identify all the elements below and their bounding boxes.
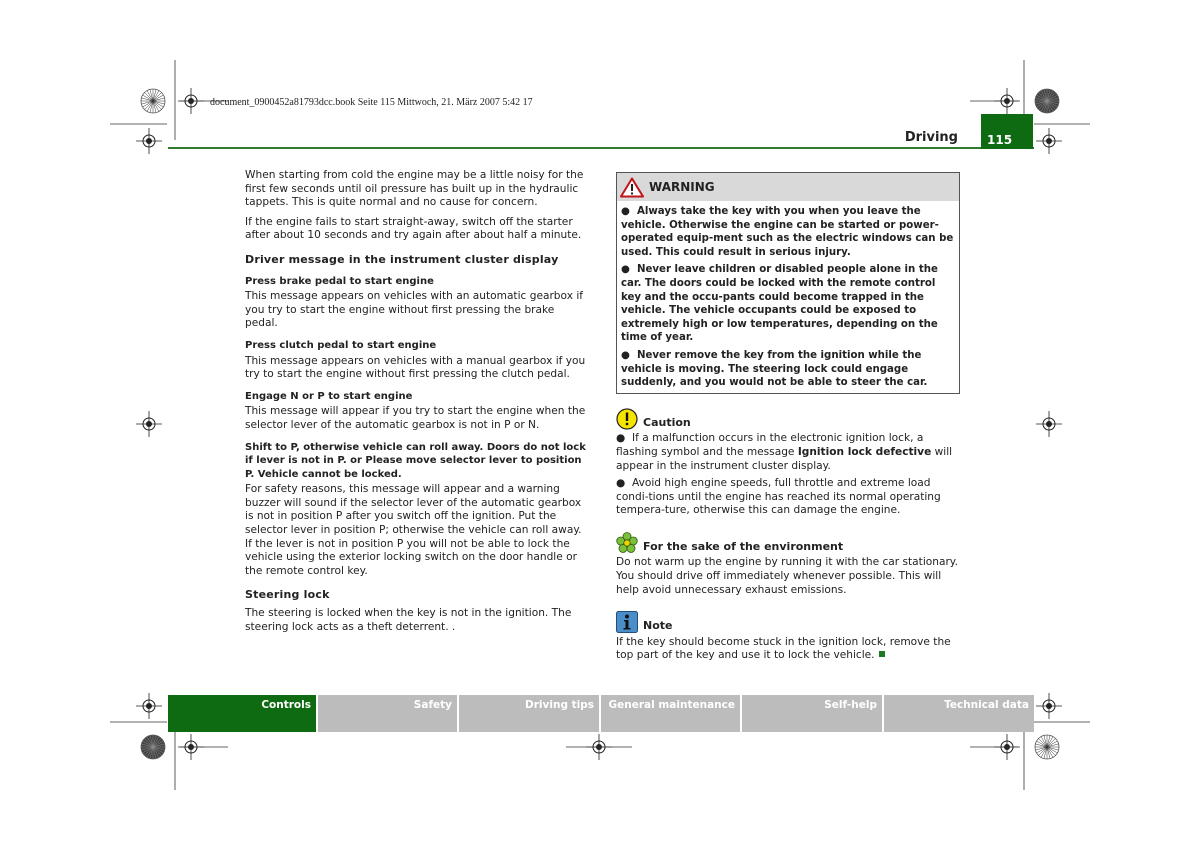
paragraph-shift: For safety reasons, this message will appear and a warning buzzer will sound if the selector lever of the automatic gearbox is not in position P after you switch off the ignition. Put the selector lever in position P; otherwise the vehicle can roll away. If the lever is not in position P you will not be able to lock the vehicle using the exterior locking switch on the door handle or the remote control key.: [245, 483, 582, 577]
note-section: [616, 611, 960, 663]
warning-item: ● Never leave children or disabled people alone in the car. The doors could be locked with the remote control key and the occu-pants could become trapped in the vehicle. The vehicle occupants could be exposed to extremely high or low temperatures, depending on the time of year.: [621, 264, 938, 344]
header-rule: [168, 147, 1034, 149]
note-title: Note: [643, 619, 673, 633]
tab-driving-tips[interactable]: Driving tips: [459, 695, 599, 732]
tab-safety[interactable]: Safety: [318, 695, 457, 732]
paragraph-steering: The steering is locked when the key is not in the ignition. The steering lock acts as a theft deterrent. .: [245, 607, 572, 633]
tab-controls[interactable]: Controls: [168, 695, 316, 732]
subheading-engage: Engage N or P to start engine: [245, 390, 413, 402]
environment-title: For the sake of the environment: [643, 539, 844, 553]
chapter-tabs: [168, 695, 1034, 732]
warning-title: WARNING: [649, 180, 715, 194]
subheading-shift: Shift to P, otherwise vehicle can roll away. Doors do not lock if lever is not in P. or Please move selector lever to position P. Vehicle cannot be locked.: [245, 441, 586, 480]
subheading-brake: Press brake pedal to start engine: [245, 275, 434, 287]
info-icon: [616, 611, 638, 638]
paragraph-cold-start: When starting from cold the engine may be a little noisy for the first few seconds until oil pressure has built up in the hydraulic tappets. This is quite normal and no cause for concern.: [245, 169, 584, 209]
heading-driver-message: Driver message in the instrument cluster display: [245, 252, 559, 266]
warning-body: [617, 202, 959, 393]
page-number: 115: [981, 114, 1033, 149]
environment-section: [616, 532, 960, 597]
environment-text: Do not warm up the engine by running it with the car stationary. You should drive off immediately whenever possible. This will help avoid unnecessary exhaust emissions.: [616, 556, 958, 596]
tab-general-maintenance[interactable]: General maintenance: [601, 695, 740, 732]
caution-title: Caution: [643, 415, 691, 429]
warning-header: [617, 173, 959, 202]
right-column: [616, 172, 960, 667]
note-text: If the key should become stuck in the ignition lock, remove the top part of the key and use it to lock the vehicle.: [616, 635, 951, 662]
paragraph-fail-start: If the engine fails to start straight-away, switch off the starter after about 10 seconds and try again after about half a minute.: [245, 215, 582, 242]
paragraph-clutch: This message appears on vehicles with a manual gearbox if you try to start the engine without first pressing the clutch pedal.: [245, 354, 586, 381]
warning-item: ● Always take the key with you when you leave the vehicle. Otherwise the engine can be started or power-operated equip-ment such as the electric windows can be used. This could result in serious injury.: [621, 206, 954, 258]
end-of-section-square-icon: [879, 651, 885, 657]
caution-section: [616, 408, 960, 518]
book-info-line: document_0900452a81793dcc.book Seite 115 Mittwoch, 21. März 2007 5:42 17: [210, 97, 533, 108]
warning-box: [616, 172, 960, 394]
paragraph-brake: This message appears on vehicles with an automatic gearbox if you try to start the engine without first pressing the brake pedal.: [245, 290, 584, 330]
warning-triangle-icon: [620, 177, 644, 203]
tab-self-help[interactable]: Self-help: [742, 695, 882, 732]
caution-item: ● If a malfunction occurs in the electronic ignition lock, a flashing symbol and the message Ignition lock defective will appear in the instrument cluster display.: [616, 432, 953, 472]
flower-environment-icon: [616, 532, 638, 559]
warning-item: ● Never remove the key from the ignition while the vehicle is moving. The steering lock could engage suddenly, and you would not be able to steer the car.: [621, 349, 928, 389]
subheading-clutch: Press clutch pedal to start engine: [245, 339, 437, 351]
tab-technical-data[interactable]: Technical data: [884, 695, 1034, 732]
section-title: Driving: [904, 130, 958, 145]
caution-exclamation-icon: [616, 408, 638, 435]
paragraph-engage: This message will appear if you try to start the engine when the selector lever of the automatic gearbox is not in P or N.: [245, 405, 586, 431]
caution-item: ● Avoid high engine speeds, full throttle and extreme load condi-tions until the engine has reached its normal operating tempera-ture, otherwise this can damage the engine.: [616, 477, 941, 517]
heading-steering-lock: Steering lock: [245, 588, 330, 602]
left-column: [245, 169, 589, 634]
